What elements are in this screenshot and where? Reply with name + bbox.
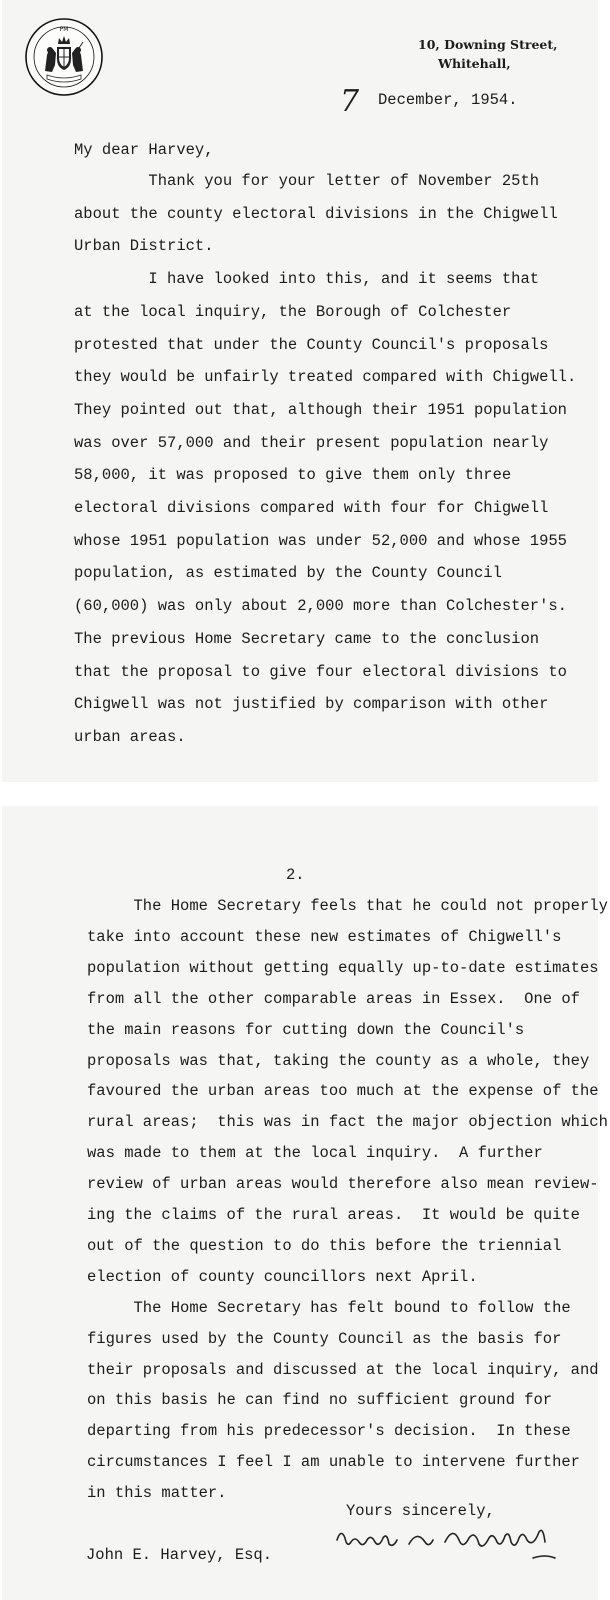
address-area: Whitehall,: [438, 56, 511, 71]
prime-minister-crest-icon: [19, 17, 109, 97]
text-line: that the proposal to give four electoral divisions to: [74, 662, 567, 681]
text-line: Chigwell was not justified by comparison with other: [74, 695, 549, 714]
text-line: was made to them at the local inquiry. A further: [87, 1144, 543, 1163]
text-line: on this basis he can find no sufficient ground for: [87, 1391, 553, 1410]
text-line: favoured the urban areas too much at the expense of the: [87, 1082, 599, 1101]
date-text: December, 1954.: [378, 91, 518, 109]
salutation: My dear Harvey,: [74, 141, 214, 159]
text-line: They pointed out that, although their 1951 population: [74, 400, 567, 419]
text-line: protested that under the County Council's proposals: [74, 335, 549, 354]
text-line: their proposals and discussed at the local inquiry, and: [87, 1360, 599, 1379]
text-line: rural areas; this was in fact the major objection which: [87, 1113, 608, 1132]
text-line: was over 57,000 and their present population nearly: [74, 433, 549, 452]
text-line: election of county councillors next April.: [87, 1267, 478, 1286]
text-line: Urban District.: [74, 237, 214, 256]
text-line: about the county electoral divisions in the Chigwell: [74, 204, 558, 223]
text-line: figures used by the County Council as the basis for: [87, 1329, 562, 1348]
text-line: whose 1951 population was under 52,000 and whose 1955: [74, 531, 567, 550]
closing: Yours sincerely,: [346, 1502, 495, 1520]
text-line: 58,000, it was proposed to give them only three: [74, 466, 512, 485]
text-line: urban areas.: [74, 727, 186, 746]
text-line: at the local inquiry, the Borough of Colchester: [74, 302, 512, 321]
text-line: from all the other comparable areas in Essex. One of: [87, 989, 580, 1008]
addressee: John E. Harvey, Esq.: [86, 1546, 273, 1564]
text-line: circumstances I feel I am unable to intervene further: [87, 1453, 580, 1472]
text-line: departing from his predecessor's decision. In these: [87, 1422, 571, 1441]
date-day: 7: [340, 84, 360, 119]
text-line: review of urban areas would therefore also mean review-: [87, 1175, 599, 1194]
text-line: I have looked into this, and it seems that: [74, 270, 540, 289]
text-line: population without getting equally up-to-date estimates: [87, 958, 599, 977]
text-line: population, as estimated by the County Council: [74, 564, 502, 583]
text-line: The Home Secretary feels that he could not properly: [87, 897, 608, 915]
address-street: 10, Downing Street,: [418, 37, 558, 52]
text-line: the main reasons for cutting down the Council's: [87, 1020, 525, 1039]
text-line: ing the claims of the rural areas. It would be quite: [87, 1206, 580, 1224]
text-line: proposals was that, taking the county as a whole, they: [87, 1051, 590, 1070]
letter-page-1: [2, 0, 598, 782]
text-line: The previous Home Secretary came to the conclusion: [74, 629, 540, 648]
text-line: in this matter.: [87, 1484, 227, 1503]
signature: [333, 1520, 569, 1568]
svg-text:PM: PM: [59, 26, 69, 33]
text-line: (60,000) was only about 2,000 more than Colchester's.: [74, 597, 567, 616]
text-line: take into account these new estimates of Chigwell's: [87, 927, 562, 946]
page-number: 2.: [286, 866, 305, 884]
text-line: Thank you for your letter of November 25th: [74, 172, 540, 190]
text-line: out of the question to do this before the triennial: [87, 1236, 562, 1255]
text-line: they would be unfairly treated compared with Chigwell.: [74, 368, 577, 387]
text-line: electoral divisions compared with four for Chigwell: [74, 499, 549, 517]
letter-page-2: [2, 806, 598, 1600]
text-line: The Home Secretary has felt bound to follow the: [87, 1298, 571, 1317]
